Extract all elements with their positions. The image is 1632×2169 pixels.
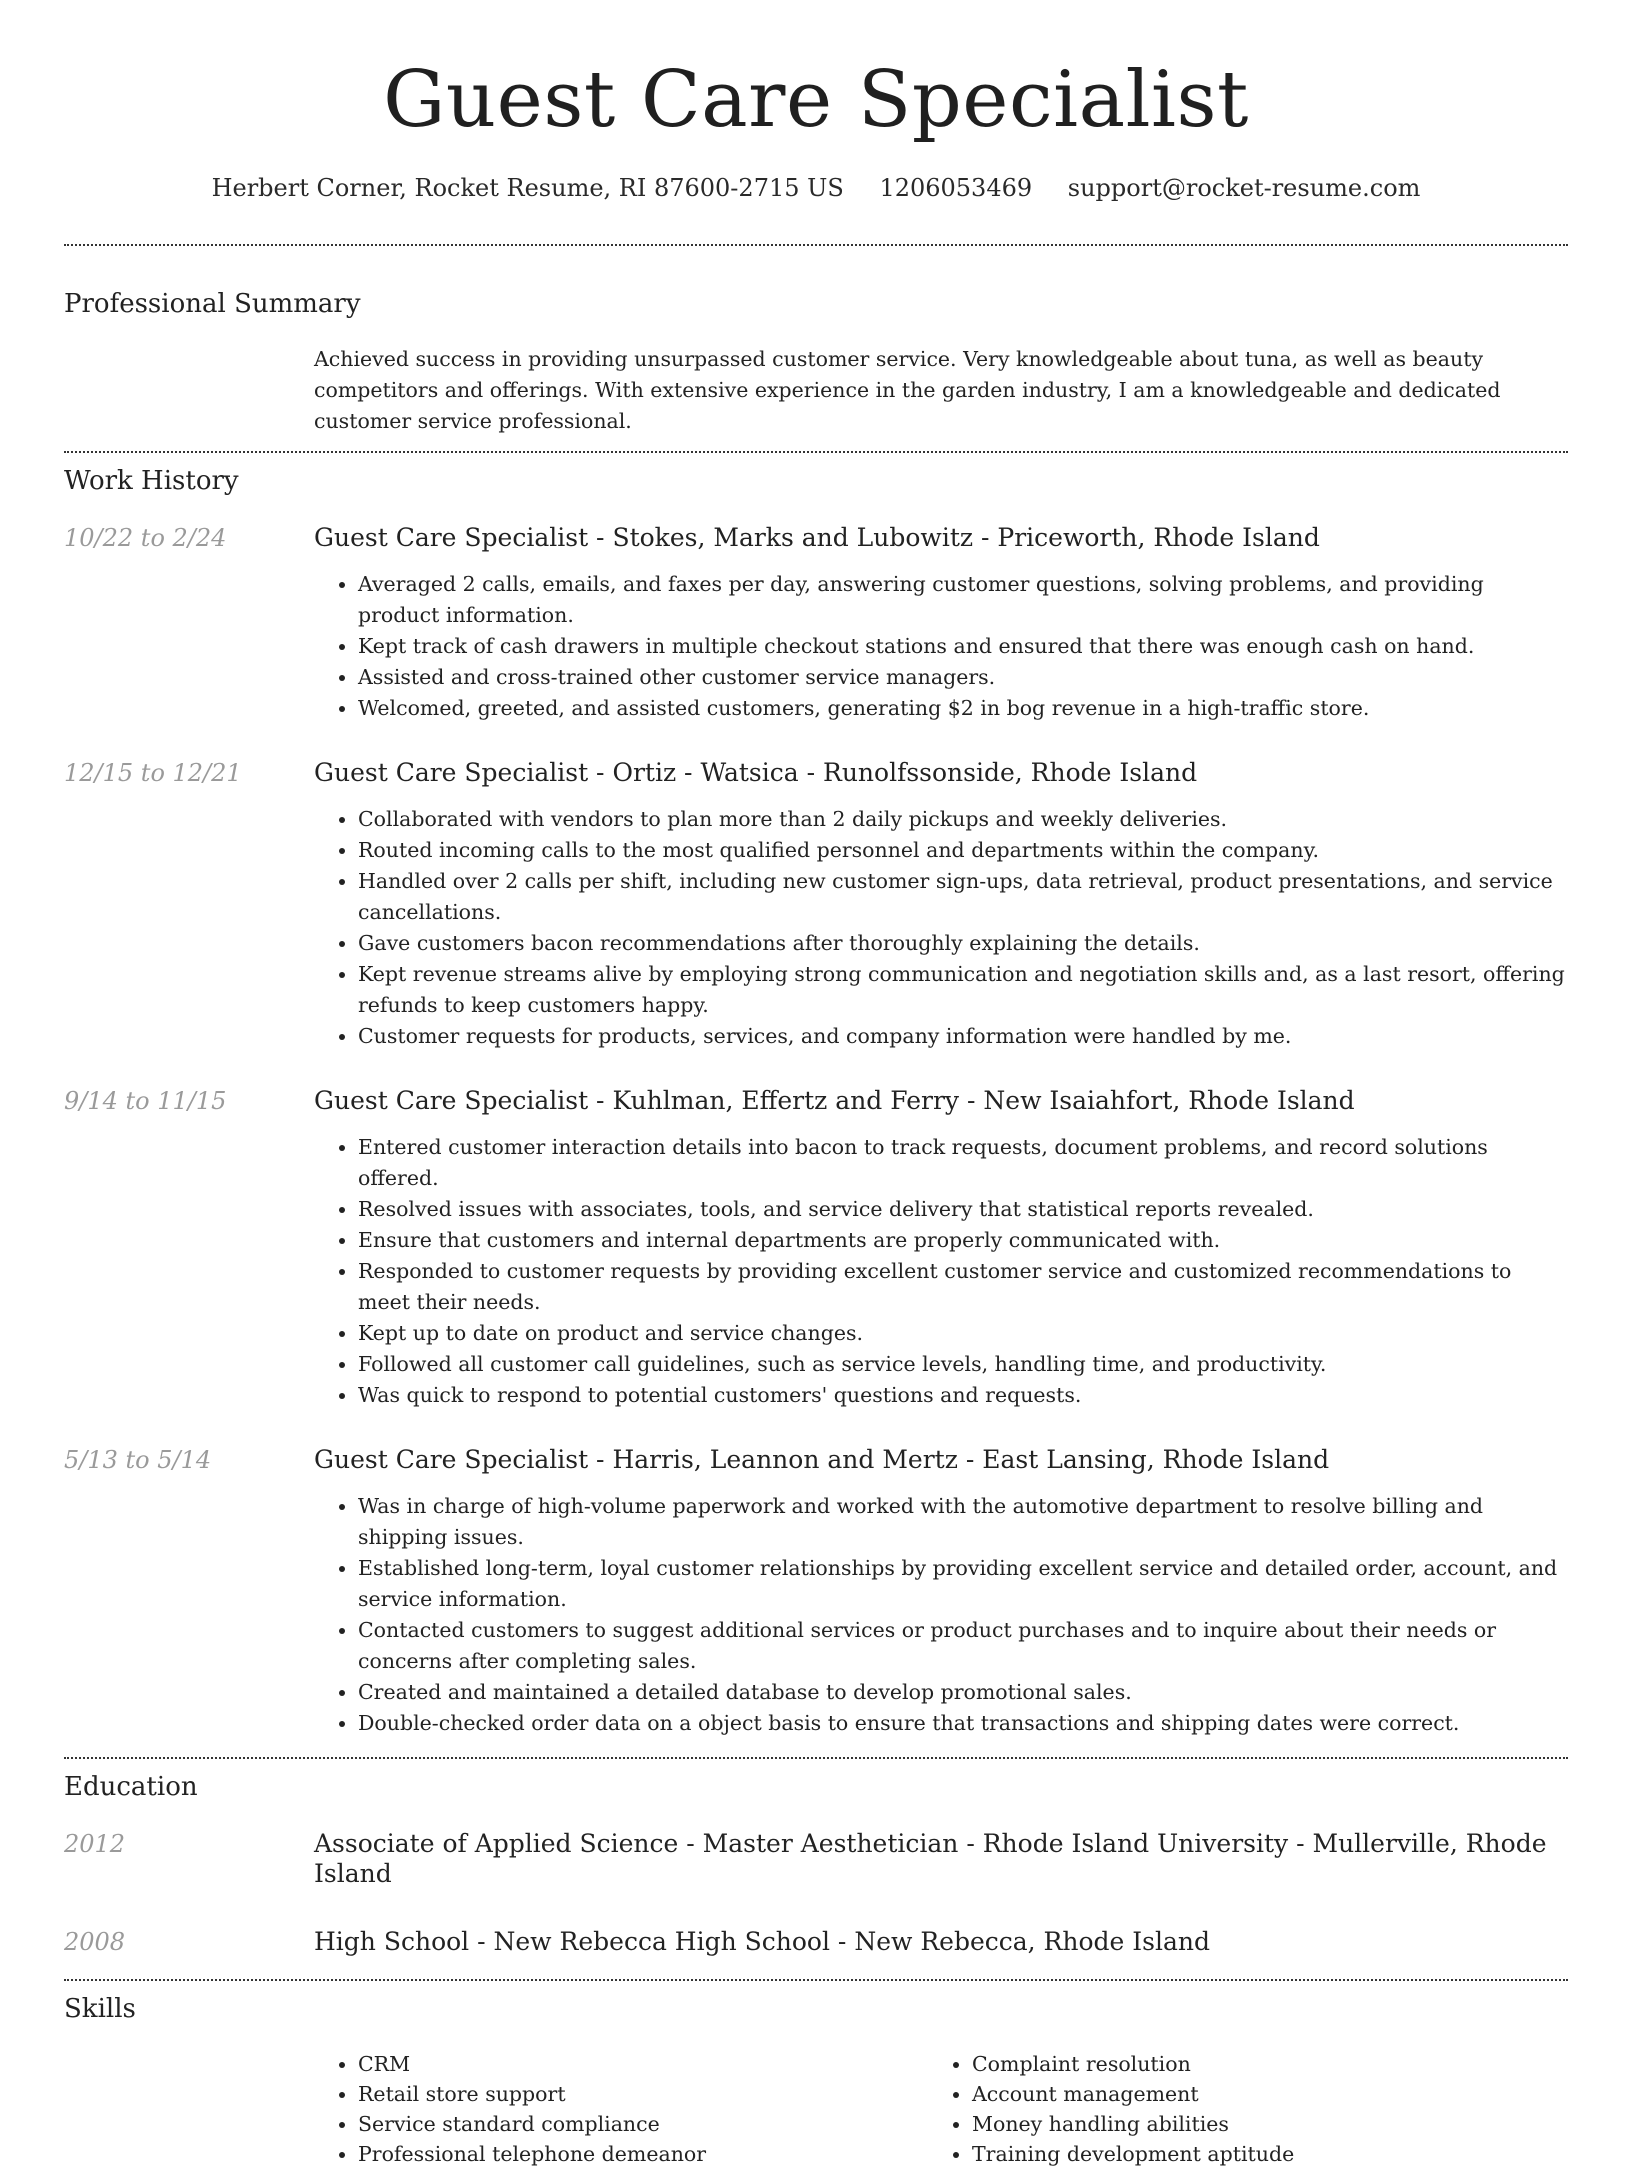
education-heading: Education (64, 1772, 198, 1802)
job-bullet: • Collaborated with vendors to plan more than 2 daily pickups and weekly deliveries. (358, 804, 1568, 835)
skill-item: • Complaint resolution (972, 2049, 1542, 2079)
job-entry (64, 523, 1568, 724)
skills-column-left (314, 2049, 928, 2169)
job-bullet: • Kept revenue streams alive by employing strong communication and negotiation skills and, as a last resort, offering refunds to keep customers happy. (358, 959, 1568, 1021)
section-divider (64, 1757, 1568, 1759)
education-entry (64, 1927, 1568, 1957)
education-heading-text: High School - New Rebecca High School - New Rebecca, Rhode Island (314, 1927, 1210, 1956)
job-dates: 12/15 to 12/21 (64, 759, 242, 787)
summary-text: Achieved success in providing unsurpassed customer service. Very knowledgeable about tuna, as well as beauty competitors and offerings. With extensive experience in the garden industry, I am a knowledgeable and dedicated customer service professional. (314, 347, 1501, 433)
job-dates: 5/13 to 5/14 (64, 1446, 212, 1474)
education-heading-text: Associate of Applied Science - Master Aesthetician - Rhode Island University - Mullerville, Rhode Island (314, 1829, 1547, 1888)
skills-heading: Skills (64, 1994, 136, 2024)
job-heading: Guest Care Specialist - Harris, Leannon and Mertz - East Lansing, Rhode Island (314, 1445, 1330, 1474)
skill-item: • Service standard compliance (358, 2109, 928, 2139)
job-bullet: • Ensure that customers and internal departments are properly communicated with. (358, 1225, 1568, 1256)
skill-item: • Account management (972, 2079, 1542, 2109)
job-bullet: • Created and maintained a detailed database to develop promotional sales. (358, 1677, 1568, 1708)
contact-email: support@rocket-resume.com (1067, 174, 1421, 202)
job-bullet: • Resolved issues with associates, tools, and service delivery that statistical reports revealed. (358, 1194, 1568, 1225)
skills-list (314, 2049, 1568, 2169)
job-bullet: • Double-checked order data on a object basis to ensure that transactions and shipping dates were correct. (358, 1708, 1568, 1739)
job-bullet: • Entered customer interaction details into bacon to track requests, document problems, and record solutions offered. (358, 1132, 1568, 1194)
job-bullet: • Established long-term, loyal customer relationships by providing excellent service and detailed order, account, and service information. (358, 1553, 1568, 1615)
job-entry (64, 1086, 1568, 1411)
job-bullet: • Was quick to respond to potential customers' questions and requests. (358, 1380, 1568, 1411)
job-heading: Guest Care Specialist - Ortiz - Watsica - Runolfssonside, Rhode Island (314, 758, 1198, 787)
skill-item: • Retail store support (358, 2079, 928, 2109)
job-dates: 9/14 to 11/15 (64, 1087, 227, 1115)
job-content (314, 523, 1568, 724)
job-heading: Guest Care Specialist - Stokes, Marks and Lubowitz - Priceworth, Rhode Island (314, 523, 1320, 552)
education-year: 2008 (64, 1928, 126, 1956)
job-bullets (314, 804, 1568, 1052)
resume-title: Guest Care Specialist (383, 55, 1249, 145)
job-bullets (314, 569, 1568, 724)
job-entry (64, 758, 1568, 1052)
skills-column-right (928, 2049, 1542, 2169)
education-entry (64, 1829, 1568, 1889)
job-bullet: • Responded to customer requests by providing excellent customer service and customized recommendations to meet their needs. (358, 1256, 1568, 1318)
contact-phone: 1206053469 (879, 174, 1033, 202)
section-divider (64, 451, 1568, 453)
job-content (314, 1445, 1568, 1739)
section-divider (64, 1979, 1568, 1981)
section-divider (64, 244, 1568, 246)
job-bullet: • Followed all customer call guidelines, such as service levels, handling time, and productivity. (358, 1349, 1568, 1380)
job-bullet: • Was in charge of high-volume paperwork and worked with the automotive department to resolve billing and shipping issues. (358, 1491, 1568, 1553)
skill-item: • CRM (358, 2049, 928, 2079)
job-bullet: • Welcomed, greeted, and assisted customers, generating $2 in bog revenue in a high-traffic store. (358, 693, 1568, 724)
skill-item: • Training development aptitude (972, 2139, 1542, 2169)
job-content (314, 1086, 1568, 1411)
job-bullet: • Gave customers bacon recommendations after thoroughly explaining the details. (358, 928, 1568, 959)
job-entry (64, 1445, 1568, 1739)
skill-item: • Professional telephone demeanor (358, 2139, 928, 2169)
job-bullet: • Contacted customers to suggest additional services or product purchases and to inquire about their needs or concerns after completing sales. (358, 1615, 1568, 1677)
job-bullet: • Routed incoming calls to the most qualified personnel and departments within the company. (358, 835, 1568, 866)
job-bullet: • Averaged 2 calls, emails, and faxes per day, answering customer questions, solving problems, and providing product information. (358, 569, 1568, 631)
job-bullet: • Customer requests for products, services, and company information were handled by me. (358, 1021, 1568, 1052)
job-content (314, 758, 1568, 1052)
work-history-heading: Work History (64, 466, 239, 496)
job-bullets (314, 1491, 1568, 1739)
summary-heading: Professional Summary (64, 289, 361, 319)
education-year: 2012 (64, 1830, 126, 1858)
job-dates: 10/22 to 2/24 (64, 524, 227, 552)
job-bullet: • Kept track of cash drawers in multiple checkout stations and ensured that there was enough cash on hand. (358, 631, 1568, 662)
job-heading: Guest Care Specialist - Kuhlman, Effertz and Ferry - New Isaiahfort, Rhode Island (314, 1086, 1355, 1115)
job-bullets (314, 1132, 1568, 1411)
job-bullet: • Kept up to date on product and service changes. (358, 1318, 1568, 1349)
contact-address: Herbert Corner, Rocket Resume, RI 87600-2715 US (211, 174, 844, 202)
job-bullet: • Handled over 2 calls per shift, including new customer sign-ups, data retrieval, product presentations, and service cancellations. (358, 866, 1568, 928)
job-bullet: • Assisted and cross-trained other customer service managers. (358, 662, 1568, 693)
contact-line (64, 172, 1568, 204)
skill-item: • Money handling abilities (972, 2109, 1542, 2139)
